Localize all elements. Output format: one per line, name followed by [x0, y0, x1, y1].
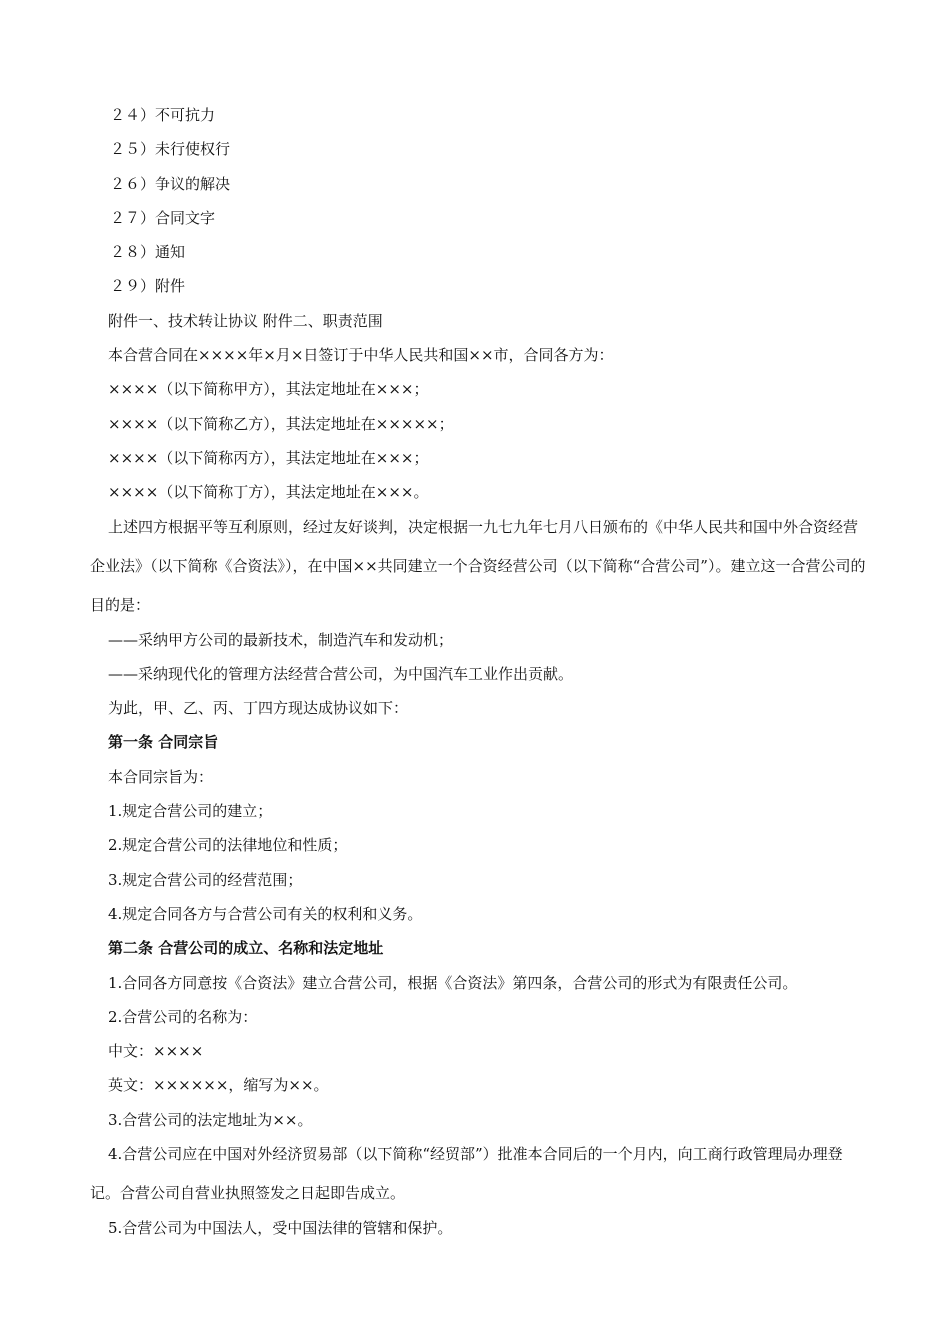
article-1-item: 3.规定合营公司的经营范围；	[108, 870, 303, 889]
purpose-management: ——采纳现代化的管理方法经营合营公司，为中国汽车工业作出贡献。	[108, 664, 574, 683]
article-2-item-5: 5.合营公司为中国法人，受中国法律的管辖和保护。	[108, 1219, 453, 1238]
article-1-item: 1.规定合营公司的建立；	[108, 802, 273, 821]
toc-item-29: ２９）附件	[110, 277, 186, 296]
article-1-item: 4.规定合同各方与合营公司有关的权利和义务。	[108, 904, 423, 923]
company-name-english: 英文：××××××，缩写为××。	[108, 1076, 329, 1095]
party-c: ××××（以下简称丙方），其法定地址在×××；	[108, 448, 429, 467]
article-1-heading: 第一条 合同宗旨	[108, 733, 219, 752]
company-name-chinese: 中文：××××	[108, 1042, 204, 1061]
agreement-statement: 为此，甲、乙、丙、丁四方现达成协议如下：	[108, 699, 409, 718]
party-b: ××××（以下简称乙方），其法定地址在×××××；	[108, 414, 454, 433]
preamble-paragraph: 上述四方根据平等互利原则，经过友好谈判，决定根据一九七九年七月八日颁布的《中华人民共和国中外合资经营企业法》（以下简称《合资法》），在中国××共同建立一个合资经营公司（以下简称“合营公司”）。建立这一合营公司的目的是：	[90, 517, 866, 614]
toc-item-25: ２５）未行使权行	[110, 140, 231, 159]
toc-item-28: ２８）通知	[110, 243, 186, 262]
article-1-lead: 本合同宗旨为：	[108, 767, 214, 786]
article-2-item-4: 4.合营公司应在中国对外经济贸易部（以下简称“经贸部”）批准本合同后的一个月内，向工商行政管理局办理登记。合营公司自营业执照签发之日起即告成立。	[90, 1145, 843, 1203]
toc-item-24: ２４）不可抗力	[110, 106, 216, 124]
party-d: ××××（以下简称丁方），其法定地址在×××。	[108, 483, 429, 502]
toc-item-26: ２６）争议的解决	[110, 174, 231, 193]
party-a: ××××（以下简称甲方），其法定地址在×××；	[108, 380, 429, 399]
article-1-item: 2.规定合营公司的法律地位和性质；	[108, 836, 348, 855]
purpose-technology: ——采纳甲方公司的最新技术，制造汽车和发动机；	[108, 630, 454, 649]
article-2-item-1: 1.合同各方同意按《合资法》建立合营公司，根据《合资法》第四条，合营公司的形式为有限责任公司。	[108, 973, 798, 992]
article-2-item-3: 3.合营公司的法定地址为××。	[108, 1110, 313, 1129]
toc-item-27: ２７）合同文字	[110, 208, 216, 227]
article-2-heading: 第二条 合营公司的成立、名称和法定地址	[108, 939, 384, 958]
annex-list: 附件一、技术转让协议 附件二、职责范围	[108, 311, 383, 330]
contract-intro: 本合营合同在××××年×月×日签订于中华人民共和国××市，合同各方为：	[108, 346, 614, 365]
document-body	[90, 98, 870, 1245]
article-2-item-2: 2.合营公司的名称为：	[108, 1007, 258, 1026]
